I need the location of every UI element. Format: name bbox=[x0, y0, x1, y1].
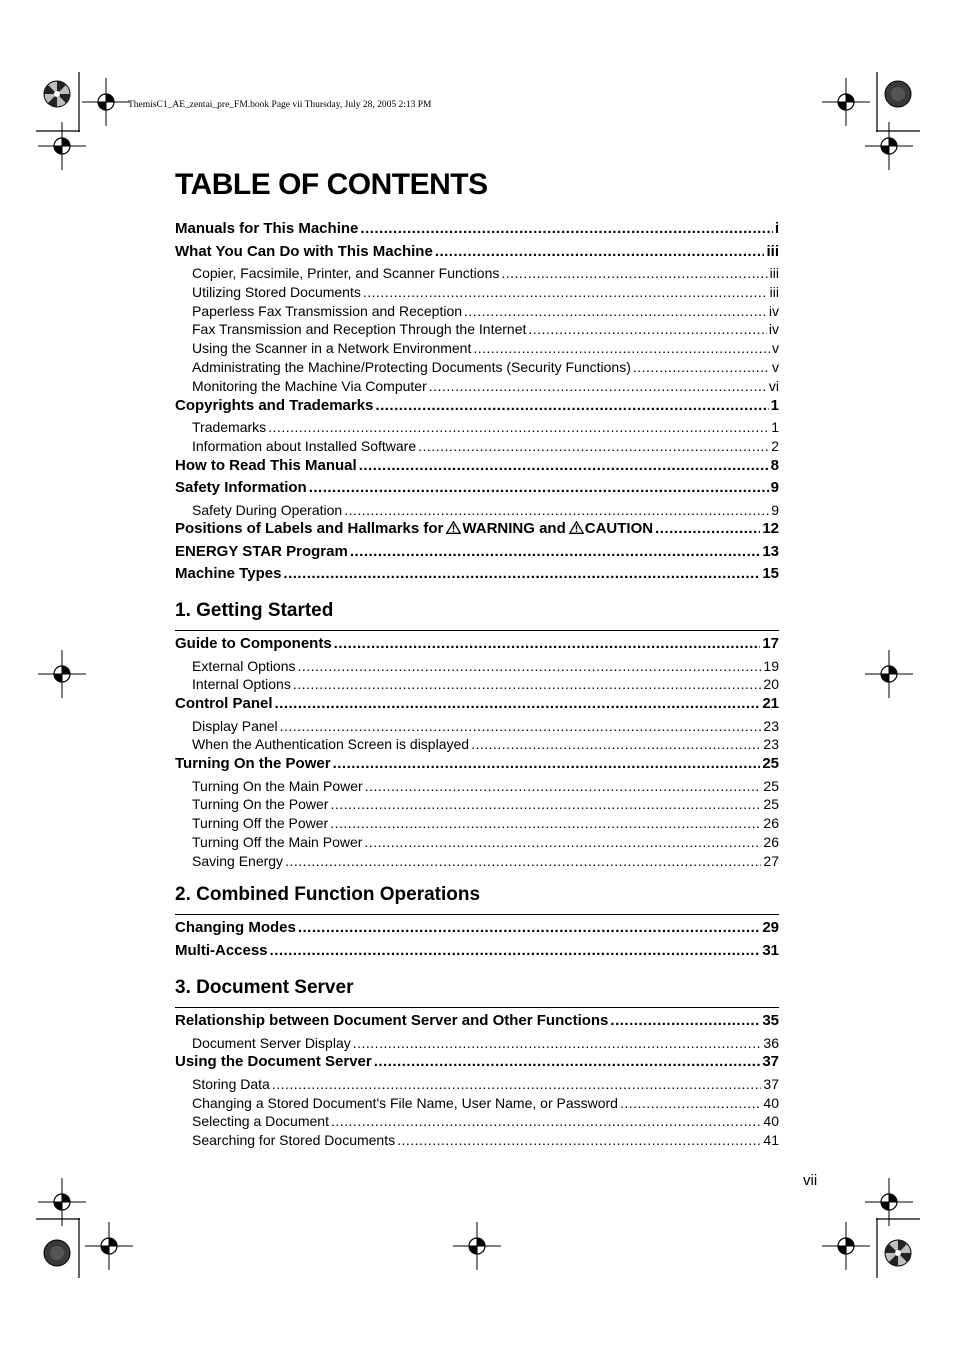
toc-subentry[interactable]: Turning Off the Power ..... 26 bbox=[175, 815, 779, 834]
toc-entry[interactable]: Safety Information ..... 9 bbox=[175, 479, 779, 502]
chapter-heading: 3. Document Server bbox=[175, 977, 354, 998]
toc-subentry[interactable]: Fax Transmission and Reception Through the Internet ..... iv bbox=[175, 321, 779, 340]
toc-subentry[interactable]: Utilizing Stored Documents ..... iii bbox=[175, 284, 779, 303]
toc-subentry[interactable]: Changing a Stored Document's File Name, User Name, or Password ..... 40 bbox=[175, 1095, 779, 1114]
page-number: vii bbox=[803, 1172, 818, 1189]
toc-entry[interactable]: Changing Modes ..... 29 bbox=[175, 919, 779, 942]
color-calibration-wheel-icon bbox=[42, 79, 72, 109]
toc-entry[interactable]: Multi-Access ..... 31 bbox=[175, 942, 779, 965]
registration-mark-icon bbox=[453, 1222, 501, 1270]
toc-subentry[interactable]: Display Panel ..... 23 bbox=[175, 718, 779, 737]
toc-entry[interactable]: Turning On the Power ..... 25 bbox=[175, 755, 779, 778]
toc-subentry[interactable]: Paperless Fax Transmission and Reception ..... iv bbox=[175, 303, 779, 322]
toc-subentry[interactable]: Selecting a Document ..... 40 bbox=[175, 1113, 779, 1132]
toc-subentry[interactable]: Internal Options ..... 20 bbox=[175, 676, 779, 695]
toc-front-matter bbox=[175, 220, 779, 588]
registration-mark-icon bbox=[38, 650, 86, 698]
toc-entry[interactable]: Control Panel ..... 21 bbox=[175, 695, 779, 718]
toc-subentry[interactable]: Turning On the Power ..... 25 bbox=[175, 796, 779, 815]
toc-chapter-3 bbox=[175, 1012, 779, 1151]
toc-subentry[interactable]: Turning On the Main Power ..... 25 bbox=[175, 778, 779, 797]
toc-entry[interactable]: How to Read This Manual ..... 8 bbox=[175, 457, 779, 480]
toc-subentry[interactable]: Copier, Facsimile, Printer, and Scanner Functions ..... iii bbox=[175, 265, 779, 284]
toc-subentry[interactable]: Searching for Stored Documents ..... 41 bbox=[175, 1132, 779, 1151]
caution-triangle-icon bbox=[569, 521, 584, 534]
chapter-heading: 1. Getting Started bbox=[175, 600, 334, 621]
toc-entry[interactable]: Manuals for This Machine ..... i bbox=[175, 220, 779, 243]
chapter-rule bbox=[175, 1007, 779, 1008]
registration-mark-icon bbox=[822, 1222, 870, 1270]
toc-subentry[interactable]: Monitoring the Machine Via Computer ..... vi bbox=[175, 378, 779, 397]
page-title: TABLE OF CONTENTS bbox=[175, 168, 488, 201]
toc-entry[interactable]: Positions of Labels and Hallmarks for WARNING and CAUTION ..... 12 bbox=[175, 520, 779, 543]
warning-triangle-icon bbox=[446, 521, 461, 534]
toc-entry[interactable]: Guide to Components ..... 17 bbox=[175, 635, 779, 658]
toc-entry[interactable]: ENERGY STAR Program ..... 13 bbox=[175, 543, 779, 566]
registration-mark-icon bbox=[82, 78, 130, 126]
toc-entry[interactable]: Relationship between Document Server and Other Functions ..... 35 bbox=[175, 1012, 779, 1035]
chapter-heading: 2. Combined Function Operations bbox=[175, 884, 481, 905]
toc-subentry[interactable]: Administrating the Machine/Protecting Documents (Security Functions) ..... v bbox=[175, 359, 779, 378]
registration-mark-icon bbox=[865, 650, 913, 698]
chapter-rule bbox=[175, 914, 779, 915]
toc-subentry[interactable]: Saving Energy ..... 27 bbox=[175, 853, 779, 872]
chapter-rule bbox=[175, 630, 779, 631]
toc-subentry[interactable]: Document Server Display ..... 36 bbox=[175, 1035, 779, 1054]
toc-subentry[interactable]: Information about Installed Software ..... 2 bbox=[175, 438, 779, 457]
toc-subentry[interactable]: Safety During Operation ..... 9 bbox=[175, 502, 779, 521]
toc-entry[interactable]: What You Can Do with This Machine ..... iii bbox=[175, 243, 779, 266]
toc-chapter-2 bbox=[175, 919, 779, 964]
color-calibration-wheel-icon bbox=[883, 79, 913, 109]
toc-subentry[interactable]: External Options ..... 19 bbox=[175, 658, 779, 677]
toc-entry[interactable]: Machine Types ..... 15 bbox=[175, 565, 779, 588]
color-calibration-wheel-icon bbox=[883, 1238, 913, 1268]
toc-subentry[interactable]: Using the Scanner in a Network Environment ..... v bbox=[175, 340, 779, 359]
toc-subentry[interactable]: Turning Off the Main Power ..... 26 bbox=[175, 834, 779, 853]
registration-mark-icon bbox=[822, 78, 870, 126]
toc-entry[interactable]: Copyrights and Trademarks ..... 1 bbox=[175, 397, 779, 420]
toc-subentry[interactable]: Storing Data ..... 37 bbox=[175, 1076, 779, 1095]
toc-subentry[interactable]: When the Authentication Screen is displayed ..... 23 bbox=[175, 736, 779, 755]
color-calibration-wheel-icon bbox=[42, 1238, 72, 1268]
toc-chapter-1 bbox=[175, 635, 779, 872]
registration-mark-icon bbox=[85, 1222, 133, 1270]
toc-entry[interactable]: Using the Document Server ..... 37 bbox=[175, 1053, 779, 1076]
toc-subentry[interactable]: Trademarks ..... 1 bbox=[175, 419, 779, 438]
print-header: ThemisC1_AE_zentai_pre_FM.book Page vii Thursday, July 28, 2005 2:13 PM bbox=[128, 100, 432, 110]
